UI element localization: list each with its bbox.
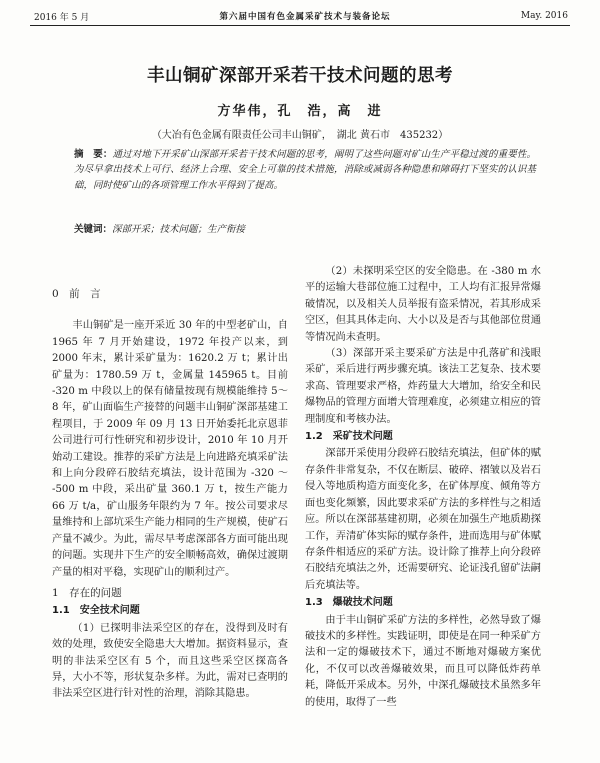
subsection-heading: 1.3 爆破技术问题 bbox=[305, 597, 393, 609]
subsection-heading: 1.2 采矿技术问题 bbox=[305, 431, 393, 443]
header-conference: 第六届中国有色金属采矿技术与装备论坛 bbox=[219, 12, 391, 22]
keywords bbox=[74, 221, 536, 235]
subsection-heading: 1.1 安全技术问题 bbox=[52, 605, 140, 617]
paragraph: 由于丰山铜矿采矿方法的多样性，必然导致了爆破技术的多样性。实践证明，即使是在同一种采矿方法和一定的爆破技术下，通过不断地对爆破方案优化，不仅可以改善爆破效果，而且可以降低炸药单耗，降低开采成本。另外，中深孔爆破技术虽然多年的使用，取得了一些 bbox=[305, 614, 541, 708]
abstract bbox=[74, 147, 536, 193]
authors: 方华伟，孔 浩，高 进 bbox=[217, 104, 383, 119]
paragraph: （2）未探明采空区的安全隐患。在 -380 m 水平的运输大巷部位施工过程中，工人均有汇报异常爆破情况，以及相关人员举报有盗采情况，若其形成采空区，但其具体走向、大小以及是否与其他部位贯通等情况尚未查明。 bbox=[305, 266, 541, 343]
keywords-label: 关键词： bbox=[74, 224, 113, 235]
paragraph: （3）深部开采主要采矿方法是中孔落矿和浅眼采矿，采后进行两步骤充填。该法工艺复杂、技术要求高、管理要求严格，炸药量大大增加，给安全和民爆物品的管理方面增大管理难度，必须建立相应的管理制度和考核办法。 bbox=[305, 348, 541, 425]
abstract-text: 通过对地下开采矿山深部开采若干技术问题的思考，阐明了这些问题对矿山生产平稳过渡的重要性。为尽早拿出技术上可行、经济上合理、安全上可靠的技术措施，消除或减弱各种隐患和障碍打下坚实的认识基础，同时使矿山的各项管理工作水平得到了提高。 bbox=[74, 149, 536, 191]
abstract-label: 摘 要： bbox=[74, 149, 113, 160]
header-rule bbox=[30, 25, 570, 26]
left-column bbox=[52, 286, 288, 703]
running-header bbox=[34, 8, 568, 24]
paragraph: （1）已探明非法采空区的存在，没得到及时有效的处理，致使安全隐患大大增加。据资料显示，查明的非法采空区有 5 个，而且这些采空区探高各异，大小不等，形状复杂多样。为此，需对已查明的非法采空区进行针对性的治理，消除其隐患。 bbox=[52, 622, 288, 700]
header-date: 2016 年 5 月 bbox=[34, 12, 90, 23]
paragraph: 丰山铜矿是一座开采近 30 年的中型老矿山，自 1965 年 7 月开始建设，1972 年投产以来，到 2000 年末，累计采矿量为：1620.2 万 t；累计出矿量为：1780.59 万 t，金属量 145965 t。目前 -320 m 中段以上的保有储量按现有规模能维持 5～8 年，矿山面临生产接替的问题丰山铜矿深部基建工程项目，于 2009 年 09 月 13 日开始委托北京恩菲公司进行可行性研究和初步设计，2010 年 10 月开始动工建设。推荐的采矿方法是上向进路充填采矿法和上向分段碎石胶结充填法，设计范围为 -320 ～ -500 m 中段，采出矿量 360.1 万 t，按生产能力 66 万 t/a，矿山服务年限约为 7 年。按公司要求尽量维持和上部坑采生产能力相同的生产规模，使矿石产量不减少。为此，需尽早考虑深部各方面可能出现的问题。实现井下生产的安全顺畅高效，确保过渡期产量的相对平稳，实现矿山的顺利过产。 bbox=[52, 320, 288, 578]
header-date-en: May. 2016 bbox=[520, 11, 568, 21]
section-heading: 0 前 言 bbox=[52, 288, 101, 300]
affiliation: （大冶有色金属有限责任公司丰山铜矿， 湖北 黄石市 435232） bbox=[151, 130, 449, 141]
paper-title: 丰山铜矿深部开采若干技术问题的思考 bbox=[147, 66, 453, 86]
section-heading: 1 存在的问题 bbox=[52, 586, 122, 599]
right-column bbox=[305, 264, 541, 711]
keywords-text: 深部开采；技术问题；生产衔接 bbox=[112, 224, 246, 235]
paragraph: 深部开采使用分段碎石胶结充填法，但矿体的赋存条件非常复杂，不仅在断层、破碎、褶皱以及岩石侵入等地质构造方面变化多，在矿体厚度、倾角等方面也变化频繁，因此要求采矿方法的多样性与之相适应。所以在深部基建初期，必须在加强生产地质勘探工作，弄清矿体实际的赋存条件，进而选用与矿体赋存条件相适应的采矿方法。设计除了推荐上向分段碎石胶结充填法之外，还需要研究、论证浅孔留矿法嗣后充填法等。 bbox=[305, 448, 541, 591]
